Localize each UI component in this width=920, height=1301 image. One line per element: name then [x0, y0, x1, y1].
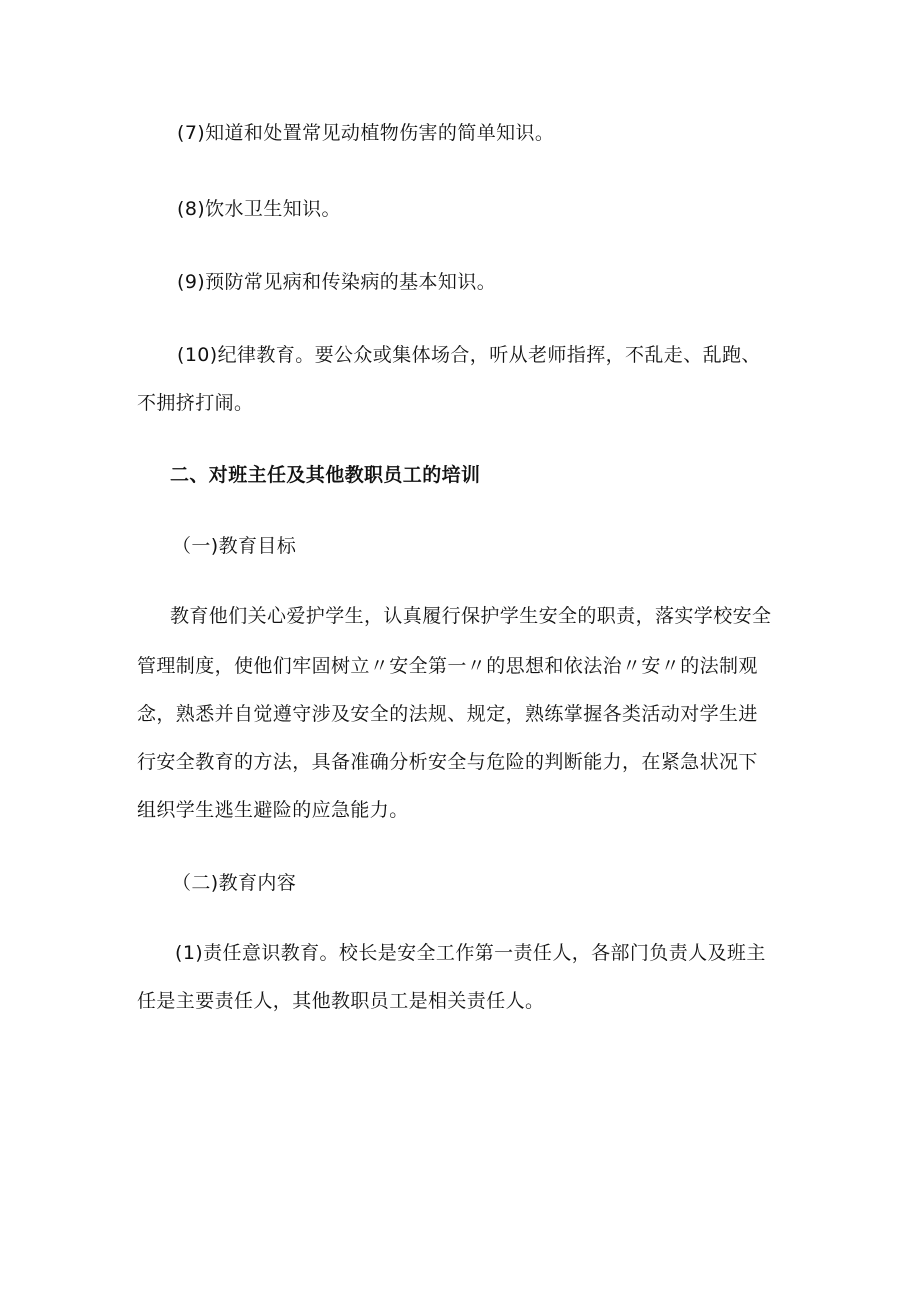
section-heading: 二、对班主任及其他教职员工的培训	[170, 464, 481, 486]
list-item-10-line-1: (10)纪律教育。要公众或集体场合，听从老师指挥，不乱走、乱跑、	[177, 344, 761, 366]
list-item-8: (8)饮水卫生知识。	[177, 198, 341, 220]
paragraph-line-1: 教育他们关心爱护学生，认真履行保护学生安全的职责，落实学校安全	[170, 605, 772, 627]
subsection-title-content: （二)教育内容	[172, 872, 297, 894]
list-item-7: (7)知道和处置常见动植物伤害的简单知识。	[177, 122, 555, 144]
paragraph-line-3: 念，熟悉并自觉遵守涉及安全的法规、规定，熟练掌握各类活动对学生进	[137, 703, 758, 725]
content-item-1-line-1: (1)责任意识教育。校长是安全工作第一责任人，各部门负责人及班主	[175, 942, 766, 964]
list-item-9: (9)预防常见病和传染病的基本知识。	[177, 271, 497, 293]
content-item-1-line-2: 任是主要责任人，其他教职员工是相关责任人。	[137, 990, 545, 1012]
paragraph-line-4: 行安全教育的方法，具备准确分析安全与危险的判断能力，在紧急状况下	[137, 751, 758, 773]
paragraph-line-5: 组织学生逃生避险的应急能力。	[137, 799, 409, 821]
subsection-title-goal: （一)教育目标	[172, 535, 297, 557]
paragraph-line-2: 管理制度，使他们牢固树立〃安全第一〃的思想和依法治〃安〃的法制观	[137, 655, 758, 677]
list-item-10-line-2: 不拥挤打闹。	[137, 392, 254, 414]
